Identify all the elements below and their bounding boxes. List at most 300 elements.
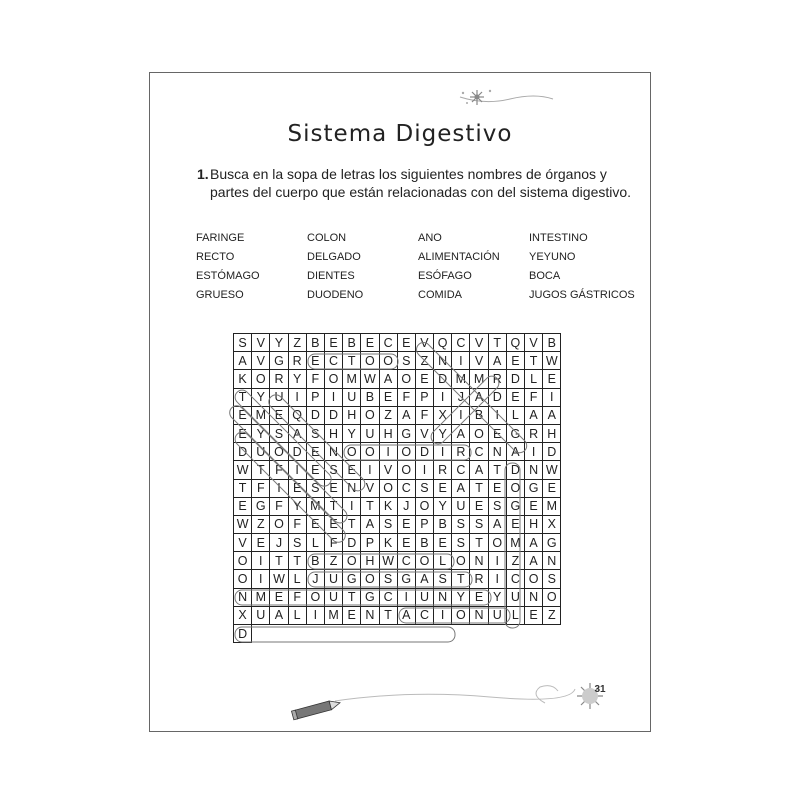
grid-cell: E [307,461,325,479]
grid-cell: E [343,461,361,479]
grid-cell: D [325,407,343,425]
grid-cell: O [234,570,252,588]
grid-cell: E [234,425,252,443]
grid-cell: F [398,389,416,407]
grid-cell: G [361,589,379,607]
grid-cell: C [507,570,525,588]
grid-cell: O [416,498,434,516]
grid-cell: H [525,516,543,534]
grid-cell: S [289,534,307,552]
word-item: BOCA [529,270,561,282]
word-item: DUODENO [307,289,364,301]
instruction-text: Busca en la sopa de letras los siguientes nombres de órganos y partes del cuerpo que están relacionadas con del sistema digestivo. [210,166,632,200]
word-item: ANO [418,232,442,244]
grid-cell: U [252,443,270,461]
page-title: Sistema Digestivo [287,121,513,147]
word-list [196,230,636,303]
grid-cell: L [434,552,452,570]
grid-cell: Y [252,425,270,443]
grid-cell: U [325,570,343,588]
grid-cell: O [270,516,288,534]
grid-cell: S [543,570,561,588]
grid-cell: S [270,425,288,443]
grid-cell: I [289,389,307,407]
grid-cell: E [289,480,307,498]
grid-cell: X [234,607,252,625]
grid-cell: W [361,370,379,388]
grid-cell: L [525,370,543,388]
grid-cell: P [416,389,434,407]
grid-cell: A [452,480,470,498]
grid-cell: W [234,516,252,534]
grid-cell: L [507,407,525,425]
grid-cell: I [252,552,270,570]
grid-cell: D [507,370,525,388]
grid-cell: A [234,352,252,370]
grid-cell: G [507,498,525,516]
grid-cell: E [543,370,561,388]
grid-cell: A [489,352,507,370]
grid-cell: D [434,370,452,388]
grid-cell: Y [434,425,452,443]
grid-cell: O [416,552,434,570]
grid-cell: A [525,407,543,425]
grid-cell: F [289,516,307,534]
grid-cell: I [434,443,452,461]
grid-cell: E [252,534,270,552]
grid-cell: B [543,334,561,352]
grid-cell: C [452,461,470,479]
grid-cell: A [507,443,525,461]
grid-cell: E [398,334,416,352]
grid-cell: M [543,498,561,516]
grid-cell: I [543,389,561,407]
grid-cell: O [380,480,398,498]
grid-cell: E [307,352,325,370]
grid-cell: O [452,607,470,625]
grid-cell: K [234,370,252,388]
grid-cell: B [416,534,434,552]
grid-cell: V [416,334,434,352]
pencil-decoration-icon [290,675,630,725]
grid-cell: E [234,498,252,516]
grid-cell: O [380,352,398,370]
grid-cell: L [289,607,307,625]
grid-cell: R [289,352,307,370]
grid-cell: T [361,498,379,516]
grid-cell: I [398,589,416,607]
grid-cell: Y [489,589,507,607]
grid-cell: N [325,443,343,461]
grid-cell: O [398,461,416,479]
grid-cell: U [361,425,379,443]
grid-cell: D [234,443,252,461]
grid-cell: F [289,589,307,607]
grid-cell: O [270,443,288,461]
grid-cell: A [398,607,416,625]
grid-cell: V [416,425,434,443]
grid-cell: D [543,443,561,461]
grid-cell: T [489,461,507,479]
grid-cell: T [343,352,361,370]
word-item: INTESTINO [529,232,588,244]
grid-cell: S [398,352,416,370]
grid-cell: S [380,516,398,534]
grid-cell: Y [452,589,470,607]
grid-cell: N [470,552,488,570]
grid-cell: U [416,589,434,607]
grid-cell: Z [416,352,434,370]
grid-cell: G [507,425,525,443]
grid-cell: A [289,425,307,443]
grid-cell: I [434,389,452,407]
grid-cell: O [398,443,416,461]
grid-cell: H [380,425,398,443]
grid-cell: D [489,389,507,407]
word-item: DIENTES [307,270,355,282]
grid-cell: T [252,461,270,479]
grid-cell: V [525,334,543,352]
word-item: ESÓFAGO [418,270,472,282]
grid-cell: E [307,516,325,534]
grid-cell: S [470,516,488,534]
grid-cell: M [507,534,525,552]
grid-cell: N [543,552,561,570]
grid-cell: U [507,589,525,607]
grid-cell: E [507,389,525,407]
grid-cell: S [416,480,434,498]
grid-cell: Y [434,498,452,516]
grid-cell: U [325,589,343,607]
grid-cell: A [470,461,488,479]
grid-cell: A [270,607,288,625]
grid-cell: M [307,498,325,516]
grid-cell: T [380,607,398,625]
grid-cell: O [507,480,525,498]
grid-cell: F [270,461,288,479]
grid-cell: O [470,425,488,443]
grid-cell: S [452,534,470,552]
grid-cell: S [325,461,343,479]
grid-cell: U [489,607,507,625]
grid-cell: D [416,443,434,461]
word-search-grid [233,333,561,643]
grid-cell: P [361,534,379,552]
grid-cell: T [234,480,252,498]
grid-cell: N [470,607,488,625]
grid-cell: J [270,534,288,552]
grid-cell: U [270,389,288,407]
word-item: DELGADO [307,251,361,263]
grid-cell: K [380,498,398,516]
grid-cell: S [307,425,325,443]
word-item: GRUESO [196,289,244,301]
grid-cell: Z [325,552,343,570]
grid-cell: E [270,589,288,607]
grid-cell: R [470,570,488,588]
grid-cell: D [343,534,361,552]
grid-cell: M [452,370,470,388]
grid-cell: S [489,498,507,516]
grid-cell: G [270,352,288,370]
grid-cell: E [525,607,543,625]
grid-cell: I [343,498,361,516]
grid-cell: D [234,625,252,643]
sparkle-decoration-icon [455,85,555,110]
grid-cell: U [452,498,470,516]
grid-cell: E [470,589,488,607]
grid-cell: M [470,370,488,388]
grid-cell: A [398,407,416,425]
grid-cell: A [380,370,398,388]
grid-cell: T [343,589,361,607]
grid-cell: N [434,589,452,607]
grid-cell: E [543,480,561,498]
grid-cell: I [489,407,507,425]
grid-cell: F [416,407,434,425]
grid-cell: E [434,480,452,498]
grid-cell: C [325,352,343,370]
grid-cell: E [380,389,398,407]
word-item: RECTO [196,251,235,263]
grid-cell: B [434,516,452,534]
grid-cell: Z [543,607,561,625]
grid-cell: O [525,570,543,588]
instruction-number: 1. [197,166,209,182]
grid-cell: N [434,352,452,370]
grid-cell: Q [507,334,525,352]
grid-cell: J [398,498,416,516]
grid-cell: O [361,352,379,370]
grid-cell: G [398,425,416,443]
grid-cell: V [380,461,398,479]
grid-cell: O [325,370,343,388]
grid-cell: I [525,443,543,461]
grid-cell: I [416,461,434,479]
grid-cell: A [525,552,543,570]
grid-cell: O [361,570,379,588]
grid-cell: B [307,552,325,570]
grid-cell: O [343,443,361,461]
grid-cell: R [489,370,507,388]
grid-cell: E [307,443,325,461]
grid-cell: I [270,480,288,498]
grid-cell: E [343,607,361,625]
grid-cell: N [525,461,543,479]
grid-cell: F [325,534,343,552]
grid-cell: L [289,570,307,588]
grid-cell: W [270,570,288,588]
grid-cell: G [543,534,561,552]
grid-cell: F [270,498,288,516]
grid-cell: E [398,534,416,552]
grid-cell: F [525,389,543,407]
grid-cell: L [507,607,525,625]
grid-cell: Z [507,552,525,570]
grid-cell: C [380,334,398,352]
grid-cell: E [489,480,507,498]
grid-cell: X [434,407,452,425]
grid-cell: P [416,516,434,534]
grid-cell: T [270,552,288,570]
grid-cell: E [325,516,343,534]
word-item: YEYUNO [529,251,576,263]
grid-cell: H [343,407,361,425]
grid-cell: O [361,443,379,461]
grid-cell: R [270,370,288,388]
grid-cell: Q [289,407,307,425]
grid-cell: O [307,589,325,607]
grid-cell: G [398,570,416,588]
grid-cell: E [270,407,288,425]
grid-cell: Y [343,425,361,443]
grid-cell: M [252,589,270,607]
grid-cell: S [234,334,252,352]
grid-cell: T [452,570,470,588]
page-number: 31 [594,684,606,695]
grid-cell: S [380,570,398,588]
word-item: COMIDA [418,289,462,301]
grid-cell: E [325,334,343,352]
grid-cell: O [234,552,252,570]
grid-cell: A [361,516,379,534]
grid-cell: Z [380,407,398,425]
grid-cell: M [325,607,343,625]
grid-cell: C [398,480,416,498]
grid-cell: O [343,552,361,570]
grid-cell: W [543,461,561,479]
grid-cell: T [234,389,252,407]
grid-cell: N [525,589,543,607]
grid-cell: Q [434,334,452,352]
grid-cell: F [307,370,325,388]
grid-cell: J [452,389,470,407]
grid-cell: W [543,352,561,370]
grid-cell: N [234,589,252,607]
grid-cell: T [325,498,343,516]
word-item: FARINGE [196,232,245,244]
grid-cell: V [361,480,379,498]
grid-cell: I [434,607,452,625]
grid-cell: C [398,552,416,570]
grid-cell: M [343,370,361,388]
grid-cell: A [452,425,470,443]
grid-cell: I [380,443,398,461]
grid-cell: I [452,352,470,370]
grid-cell: I [489,552,507,570]
grid-cell: I [361,461,379,479]
grid-cell: U [252,607,270,625]
grid-cell: X [543,516,561,534]
grid-cell: T [289,552,307,570]
grid-cell: S [434,570,452,588]
grid-cell: N [361,607,379,625]
grid-cell: B [307,334,325,352]
grid-cell: J [307,570,325,588]
instruction [197,165,637,201]
grid-cell: O [489,534,507,552]
grid-cell: A [416,570,434,588]
grid-cell: G [252,498,270,516]
grid-cell: E [489,425,507,443]
grid-cell: O [252,370,270,388]
grid-cell: A [470,389,488,407]
grid-cell: Y [270,334,288,352]
grid-cell: A [543,407,561,425]
word-item: JUGOS GÁSTRICOS [529,289,635,301]
word-item: COLON [307,232,347,244]
grid-cell: B [470,407,488,425]
grid-cell: E [507,516,525,534]
grid-cell: V [470,352,488,370]
grid-cell: C [470,443,488,461]
grid-cell: W [380,552,398,570]
grid-cell: V [252,334,270,352]
grid-cell: N [343,480,361,498]
grid-cell: T [470,534,488,552]
grid-cell: S [307,480,325,498]
grid-cell: G [343,570,361,588]
grid-cell: E [507,352,525,370]
grid-cell: B [361,389,379,407]
grid-cell: Y [252,389,270,407]
grid-cell: I [325,389,343,407]
grid-cell: I [307,607,325,625]
grid-cell: T [525,352,543,370]
grid-cell: E [416,370,434,388]
grid-cell: V [470,334,488,352]
grid-cell: R [452,443,470,461]
grid-cell: E [234,407,252,425]
grid-cell: T [470,480,488,498]
grid-cell: A [489,516,507,534]
grid-cell: Z [252,516,270,534]
grid-cell: E [525,498,543,516]
grid-cell: C [416,607,434,625]
grid-cell: G [525,480,543,498]
grid-cell: H [543,425,561,443]
grid-cell: I [252,570,270,588]
grid-cell: B [343,334,361,352]
grid-cell: D [289,443,307,461]
grid-cell: C [452,334,470,352]
grid-cell: H [361,552,379,570]
grid-cell: P [307,389,325,407]
grid-cell: D [507,461,525,479]
grid-cell: I [289,461,307,479]
grid-cell: H [325,425,343,443]
grid-cell: R [434,461,452,479]
grid-cell: Z [289,334,307,352]
grid-cell: O [398,370,416,388]
grid-cell: O [361,407,379,425]
grid-cell: D [307,407,325,425]
grid-cell: C [380,589,398,607]
grid-cell: T [343,516,361,534]
grid-cell: N [489,443,507,461]
grid-cell: E [470,498,488,516]
grid-cell: M [252,407,270,425]
grid-cell: E [398,516,416,534]
grid-cell: I [452,407,470,425]
grid-cell: E [434,534,452,552]
grid-cell: W [234,461,252,479]
grid-cell: A [525,534,543,552]
word-item: ESTÓMAGO [196,270,260,282]
grid-cell: V [252,352,270,370]
grid-cell: O [452,552,470,570]
grid-cell: T [489,334,507,352]
